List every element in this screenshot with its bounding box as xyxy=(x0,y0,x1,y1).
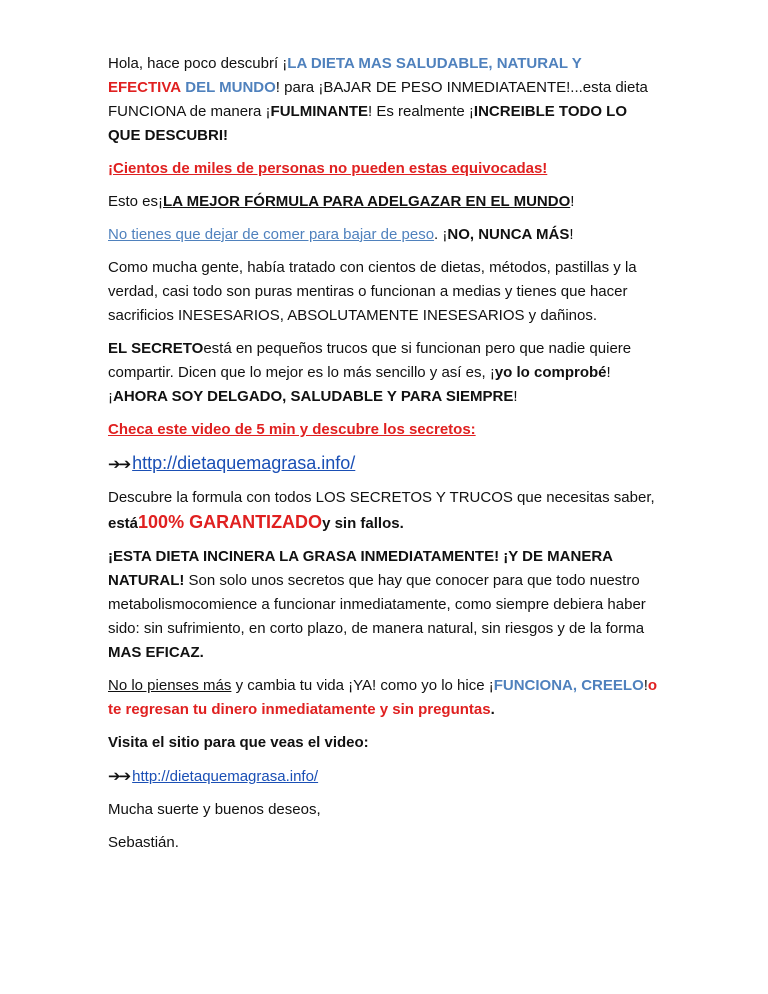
document-body xyxy=(108,52,658,864)
guarantee-text: 100% GARANTIZADO xyxy=(138,512,323,532)
text: ! Es realmente ¡ xyxy=(368,103,474,120)
arrow-icon: ➔➔ xyxy=(108,767,130,785)
text: Hola, hace poco descubrí ¡ xyxy=(108,55,288,72)
video-callout xyxy=(108,418,658,442)
link-line-1 xyxy=(108,451,658,477)
text: está en pequeños trucos que si funcionan pero que nadie quiere compartir. Dicen que lo mejor es lo más sencillo y así es, ¡ xyxy=(108,340,632,381)
bold-text: y sin fallos. xyxy=(322,515,404,532)
highlight-text: DEL MUNDO xyxy=(185,79,276,96)
bold-text: está xyxy=(108,515,139,532)
red-text: o te regresan tu dinero inmediatamente y sin preguntas xyxy=(108,677,658,718)
link-line-2 xyxy=(108,764,658,789)
text: ! xyxy=(569,226,574,243)
text: ! ¡ xyxy=(108,364,611,405)
text: y cambia tu vida ¡YA! como yo lo hice ¡ xyxy=(231,677,494,694)
bold-text: AHORA SOY DELGADO, SALUDABLE Y PARA SIEMPRE xyxy=(113,388,514,405)
signature: Sebastián. xyxy=(108,834,179,851)
claim-paragraph xyxy=(108,157,658,181)
arrow-icon: ➔➔ xyxy=(108,455,130,473)
secret-paragraph xyxy=(108,337,658,409)
bold-text: Visita el sitio para que veas el video: xyxy=(108,734,369,751)
text: . ¡ xyxy=(434,226,448,243)
guarantee-paragraph xyxy=(108,486,658,536)
formula-paragraph xyxy=(108,190,658,214)
highlight-text: FUNCIONA, CREELO xyxy=(493,677,644,694)
bold-text: NO, NUNCA MÁS xyxy=(447,226,570,243)
text: . xyxy=(490,701,495,718)
text: ! xyxy=(643,677,648,694)
burn-fat-paragraph xyxy=(108,545,658,665)
bold-text: LA MEJOR FÓRMULA PARA ADELGAZAR EN EL MUNDO xyxy=(163,193,571,210)
bold-text: MAS EFICAZ. xyxy=(108,644,204,661)
site-link[interactable]: http://dietaquemagrasa.info/ xyxy=(132,768,319,785)
closing-line: Mucha suerte y buenos deseos, xyxy=(108,801,321,818)
text: Son solo unos secretos que hay que conocer para que todo nuestro metabolismocomience a funcionar inmediatamente, como siempre debiera haber sido: sin sufrimiento, en corto plazo, de manera natural, sin riesgos y de la forma xyxy=(108,572,646,637)
bold-text: FULMINANTE xyxy=(270,103,369,120)
bold-text: yo lo comprobé xyxy=(494,364,607,381)
highlight-text: EFECTIVA xyxy=(108,79,182,96)
site-link[interactable]: http://dietaquemagrasa.info/ xyxy=(132,453,356,473)
visit-site-line xyxy=(108,731,658,755)
text: Esto es¡ xyxy=(108,193,164,210)
red-headline: ¡Cientos de miles de personas no pueden estas equivocadas! xyxy=(108,160,548,177)
underlined-text: No lo pienses más xyxy=(108,677,232,694)
bold-text: INCREIBLE TODO LO QUE DESCUBRI! xyxy=(108,103,627,144)
bold-text: EL SECRETO xyxy=(108,340,204,357)
no-starving-paragraph xyxy=(108,223,658,247)
text: Descubre la formula con todos LOS SECRETOS Y TRUCOS que necesitas saber, xyxy=(108,489,655,506)
text: ! para ¡BAJAR DE PESO INMEDIATAENTE!...esta dieta FUNCIONA de manera ¡ xyxy=(108,79,648,120)
bold-text: ¡ESTA DIETA INCINERA LA GRASA INMEDIATAMENTE! ¡Y DE MANERA NATURAL! xyxy=(108,548,613,589)
change-life-paragraph xyxy=(108,674,658,722)
experience-paragraph: Como mucha gente, había tratado con cientos de dietas, métodos, pastillas y la verdad, casi todo son puras mentiras o funcionan a medias y tienes que hacer sacrificios INESESARIOS, ABSOLUTAMENTE INESESARIOS y dañinos. xyxy=(108,259,637,324)
blue-underlined-text: No tienes que dejar de comer para bajar de peso xyxy=(108,226,435,243)
red-headline: Checa este video de 5 min y descubre los secretos: xyxy=(108,421,476,438)
intro-paragraph xyxy=(108,52,658,148)
highlight-text: LA DIETA MAS SALUDABLE, NATURAL Y xyxy=(287,55,582,72)
text: ! xyxy=(513,388,518,405)
text: ! xyxy=(570,193,575,210)
